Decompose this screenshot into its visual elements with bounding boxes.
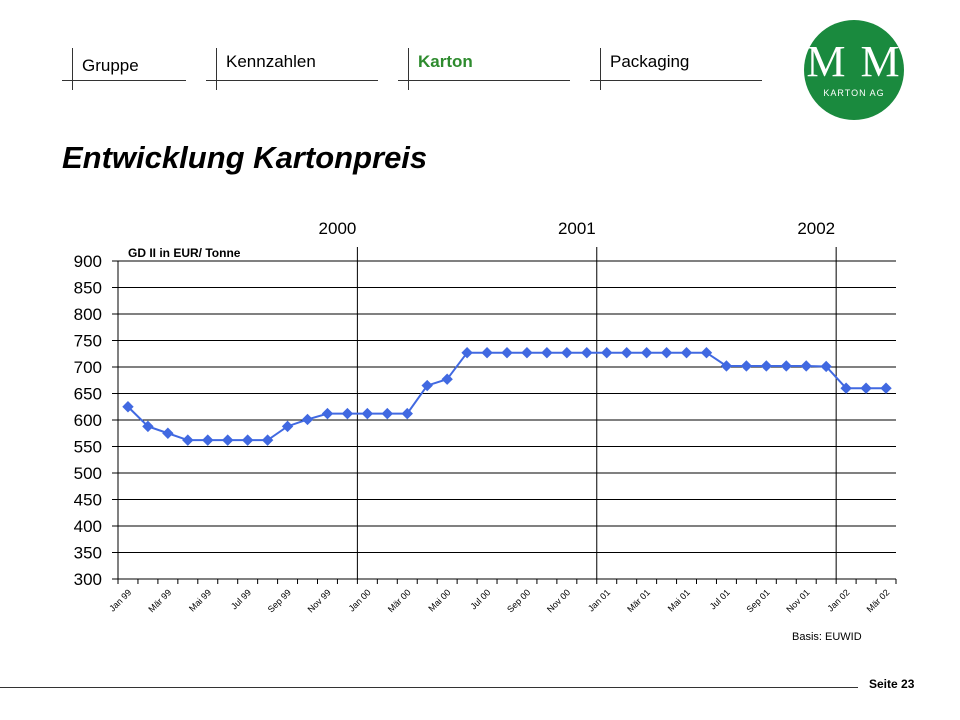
- x-tick-label: Jan 99: [107, 587, 134, 614]
- x-tick-label: Nov 01: [784, 587, 812, 615]
- data-point: [761, 361, 771, 371]
- x-tick-label: Mai 01: [665, 587, 692, 614]
- data-point: [163, 428, 173, 438]
- data-point: [622, 348, 632, 358]
- data-point: [482, 348, 492, 358]
- y-tick-label: 500: [73, 464, 102, 483]
- data-point: [342, 409, 352, 419]
- nav-item-karton[interactable]: Karton: [418, 52, 473, 71]
- x-tick-label: Sep 01: [744, 587, 772, 615]
- year-label: 2001: [557, 219, 596, 238]
- x-tick-label: Mai 99: [187, 587, 214, 614]
- y-tick-label: 450: [73, 490, 102, 510]
- x-tick-label: Jul 01: [707, 587, 732, 612]
- year-label: 2000: [318, 219, 357, 238]
- series-line: [128, 353, 886, 440]
- x-tick-label: Nov 99: [305, 587, 333, 615]
- data-point: [602, 348, 612, 358]
- data-point: [502, 348, 512, 358]
- y-tick-label: 650: [73, 384, 102, 404]
- nav-item-packaging[interactable]: Packaging: [610, 52, 690, 71]
- y-tick-label: 800: [73, 305, 102, 324]
- x-tick-label: Jan 02: [825, 587, 852, 614]
- x-tick-label: Jul 99: [229, 587, 254, 612]
- data-point: [741, 361, 751, 371]
- page-title: Entwicklung Kartonpreis: [62, 140, 428, 175]
- data-point: [183, 435, 193, 445]
- logo-letters: M M: [806, 37, 902, 86]
- x-tick-label: Mär 00: [385, 587, 413, 615]
- data-point: [861, 383, 871, 393]
- y-tick-label: 900: [73, 252, 102, 271]
- data-point: [223, 435, 233, 445]
- year-label: 2002: [797, 219, 836, 238]
- data-point: [303, 414, 313, 424]
- x-tick-label: Sep 00: [505, 587, 533, 615]
- data-point: [642, 348, 652, 358]
- x-tick-label: Mär 01: [625, 587, 653, 615]
- data-point: [562, 348, 572, 358]
- data-point: [322, 409, 332, 419]
- data-point: [522, 348, 532, 358]
- y-tick-label: 700: [73, 358, 102, 377]
- y-tick-label: 850: [73, 278, 102, 298]
- y-axis-title: GD II in EUR/ Tonne: [128, 246, 241, 260]
- source-note: Basis: EUWID: [792, 631, 862, 643]
- data-point: [682, 348, 692, 358]
- x-tick-label: Jul 00: [468, 587, 493, 612]
- y-tick-label: 400: [73, 517, 102, 536]
- y-tick-label: 550: [73, 437, 102, 457]
- nav-item-kennzahlen[interactable]: Kennzahlen: [226, 52, 316, 71]
- x-tick-label: Nov 00: [545, 587, 573, 615]
- footer-divider: [0, 687, 858, 688]
- y-tick-label: 350: [73, 543, 102, 563]
- data-point: [203, 435, 213, 445]
- data-point: [662, 348, 672, 358]
- nav-item-gruppe[interactable]: Gruppe: [82, 56, 139, 75]
- data-point: [881, 383, 891, 393]
- y-tick-label: 750: [73, 331, 102, 351]
- x-tick-label: Jan 01: [585, 587, 613, 614]
- x-tick-label: Mai 00: [426, 587, 453, 614]
- x-tick-label: Mär 02: [864, 587, 892, 615]
- data-point: [781, 361, 791, 371]
- x-tick-label: Sep 99: [265, 587, 293, 615]
- data-point: [542, 348, 552, 358]
- y-tick-label: 600: [73, 411, 102, 430]
- data-point: [243, 435, 253, 445]
- data-point: [801, 361, 811, 371]
- page-number: Seite 23: [869, 677, 915, 691]
- data-point: [362, 409, 372, 419]
- data-point: [382, 409, 392, 419]
- y-tick-label: 300: [73, 570, 102, 589]
- x-tick-label: Jan 00: [346, 587, 373, 614]
- x-tick-label: Mär 99: [146, 587, 174, 615]
- data-point: [582, 348, 592, 358]
- logo-subtitle: KARTON AG: [823, 88, 885, 98]
